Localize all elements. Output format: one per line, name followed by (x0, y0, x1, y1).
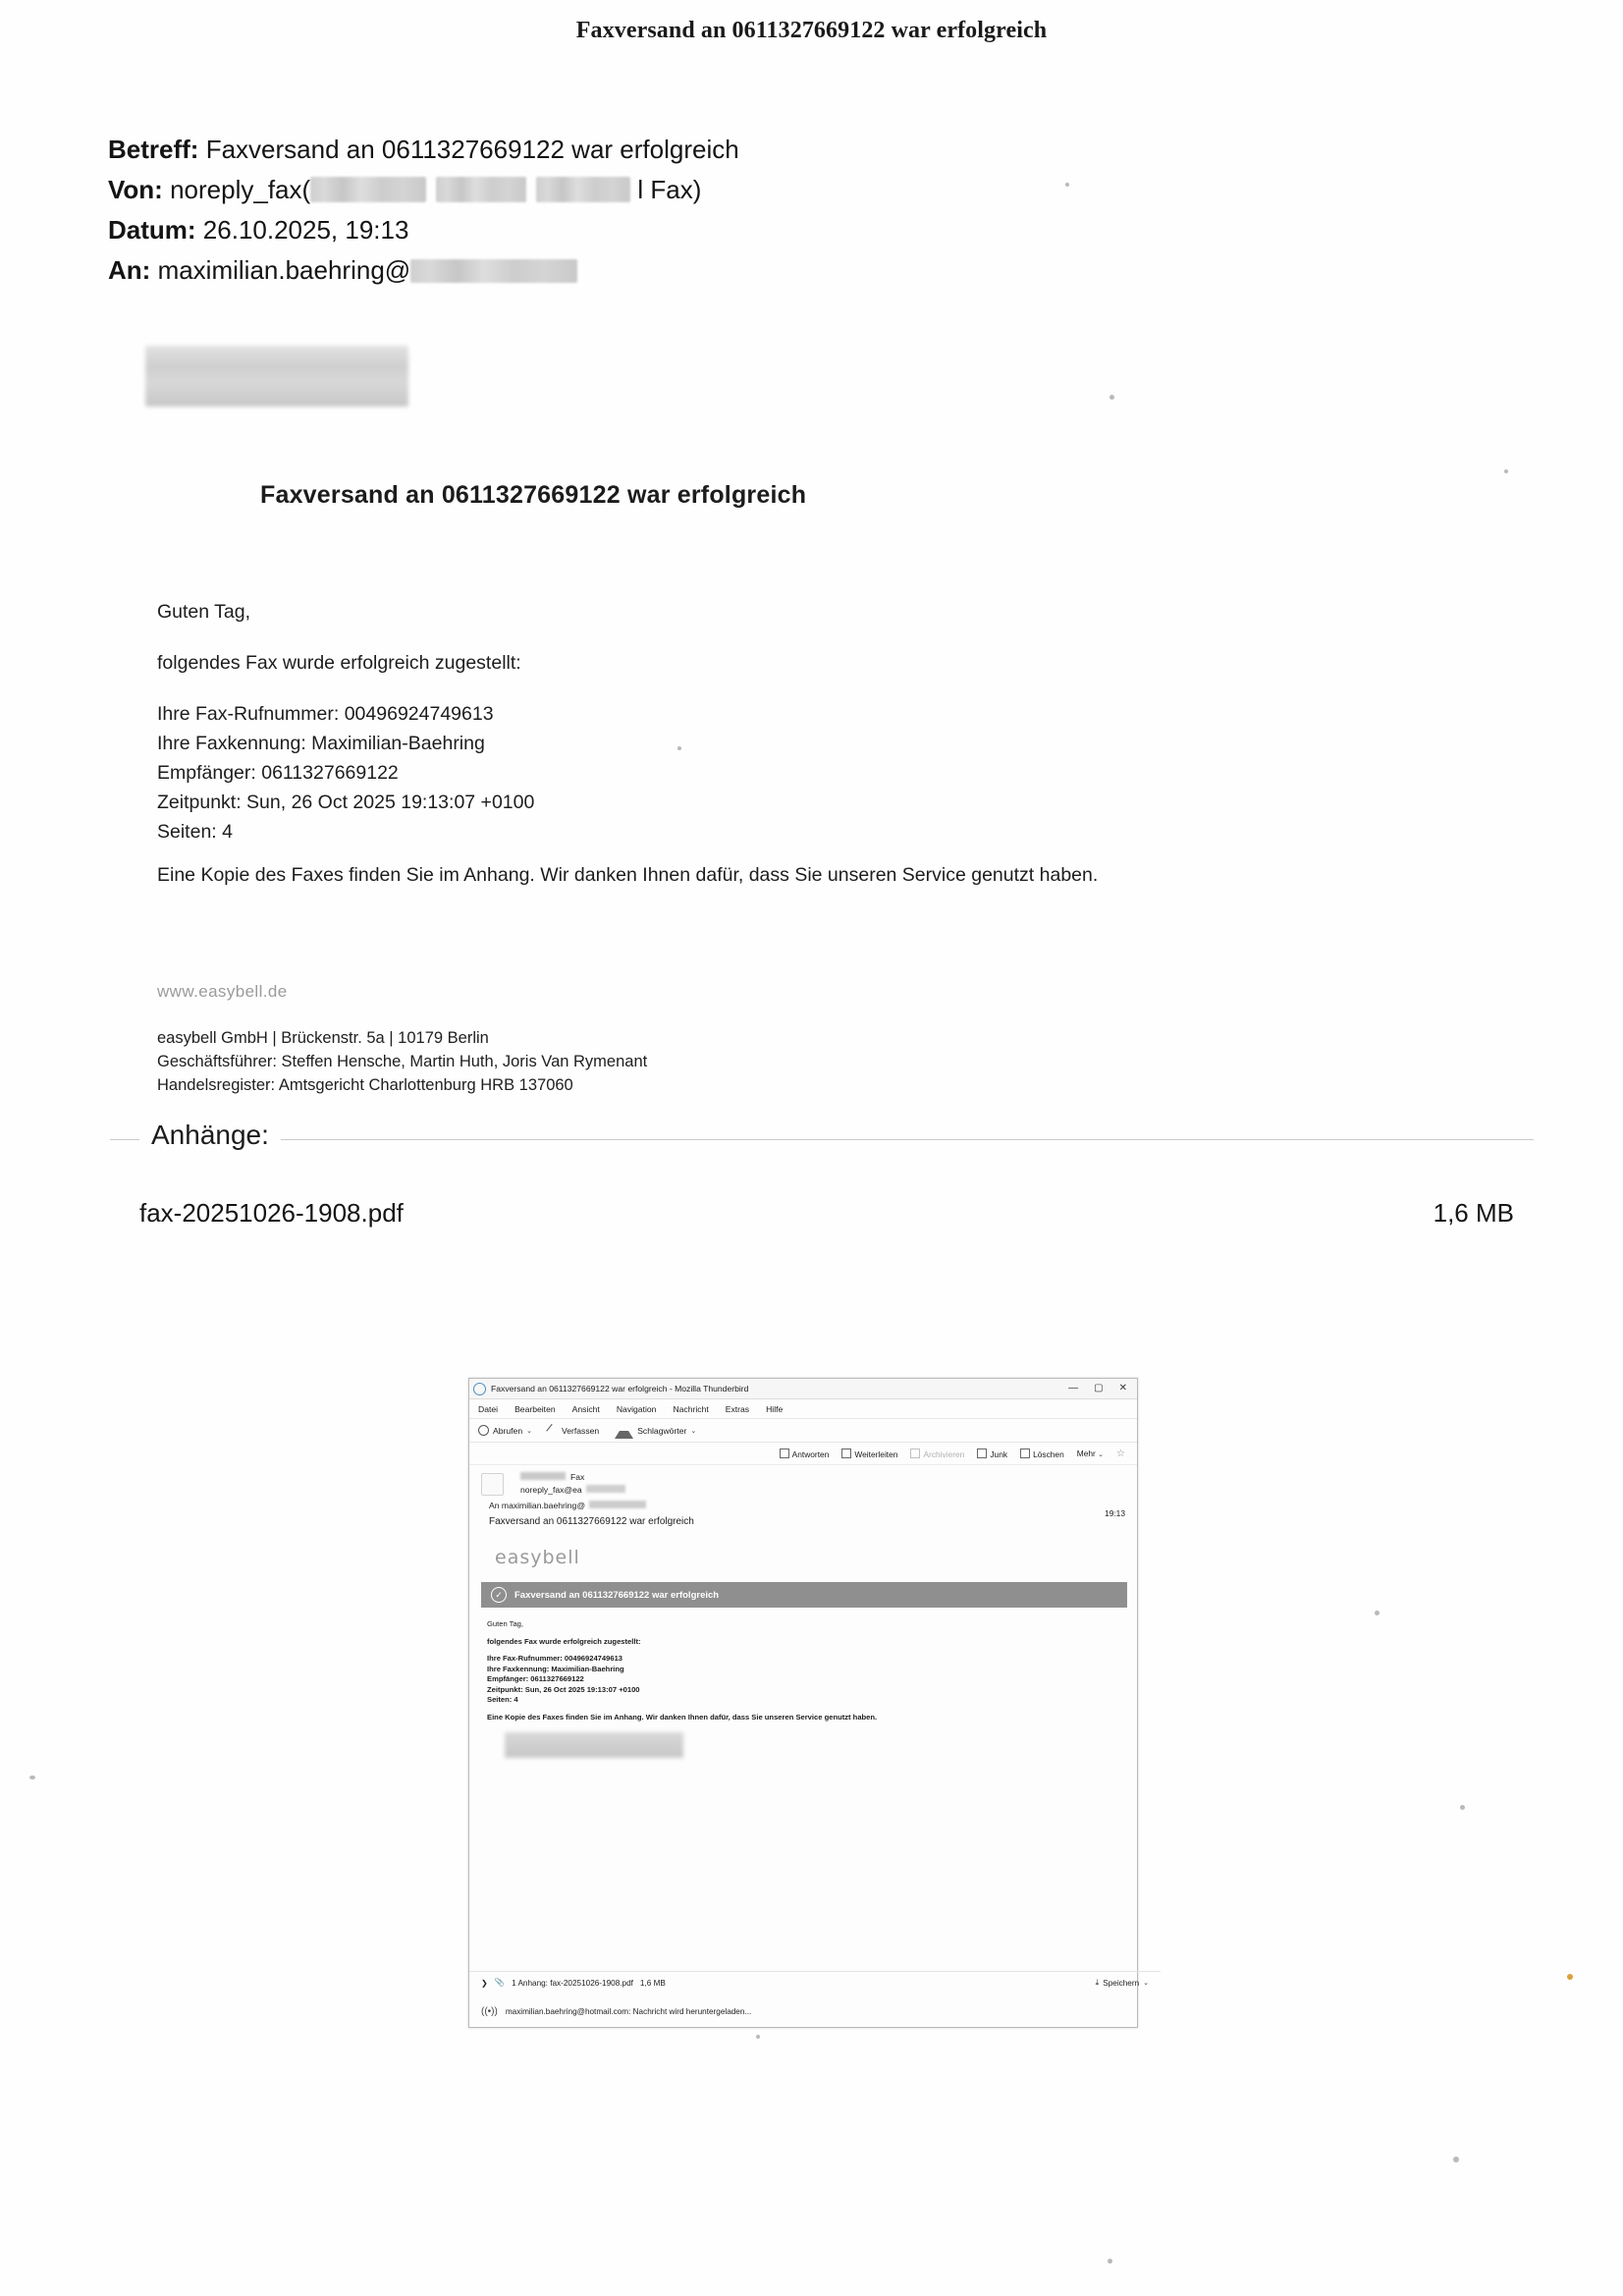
mail-detail-line: Ihre Fax-Rufnummer: 00496924749613 (157, 703, 494, 725)
star-icon[interactable]: ☆ (1116, 1448, 1125, 1459)
sender-line (520, 1471, 1127, 1484)
save-label: Speichern (1103, 1978, 1140, 1988)
subject-value: Faxversand an 0611327669122 war erfolgreich (205, 135, 739, 164)
legal-line: Handelsregister: Amtsgericht Charlottenburg HRB 137060 (157, 1076, 573, 1094)
redaction-sender (520, 1472, 566, 1480)
thunderbird-menubar (469, 1399, 1137, 1419)
chevron-down-icon[interactable]: ⌄ (1143, 1980, 1149, 1987)
archive-icon (910, 1449, 920, 1458)
thunderbird-screenshot (468, 1378, 1149, 2028)
attachments-section (110, 1120, 1534, 1228)
page-running-header: Faxversand an 0611327669122 war erfolgreich (575, 18, 1048, 43)
embedded-intro: folgendes Fax wurde erfolgreich zugestellt: (487, 1636, 641, 1646)
thunderbird-titlebar (469, 1379, 1137, 1399)
message-subject: Faxversand an 0611327669122 war erfolgreich (489, 1516, 694, 1527)
chevron-down-icon[interactable]: ⌄ (526, 1427, 532, 1435)
maximize-icon[interactable]: ▢ (1094, 1383, 1104, 1394)
scan-speck (1453, 2157, 1459, 2162)
avatar (481, 1473, 504, 1496)
attachment-row[interactable] (139, 1198, 1514, 1229)
scan-speck (1065, 183, 1069, 187)
reply-icon (780, 1449, 789, 1458)
mail-detail-line: Ihre Faxkennung: Maximilian-Baehring (157, 733, 485, 754)
header-row-to (108, 250, 1188, 291)
get-messages-label: Abrufen (493, 1425, 523, 1436)
legal-line: easybell GmbH | Brückenstr. 5a | 10179 Berlin (157, 1029, 489, 1047)
scan-speck (1460, 1805, 1465, 1810)
archive-button (910, 1449, 964, 1459)
message-header-pane (469, 1465, 1137, 1531)
to-value: maximilian.baehring@ (501, 1501, 586, 1510)
message-action-bar (469, 1443, 1137, 1465)
mail-greeting: Guten Tag, (157, 601, 251, 623)
legal-footer (157, 1026, 647, 1097)
sender-address: noreply_fax@ea (520, 1485, 582, 1495)
minimize-icon[interactable]: — (1068, 1383, 1079, 1394)
redaction-to (410, 259, 577, 283)
header-row-date (108, 210, 1188, 250)
status-text: maximilian.baehring@hotmail.com: Nachricht wird heruntergeladen... (505, 2006, 752, 2016)
attachments-divider (110, 1139, 1534, 1140)
save-attachment-button[interactable] (1096, 1978, 1149, 1988)
chevron-down-icon[interactable]: ⌄ (1098, 1451, 1105, 1458)
scan-speck (1567, 1974, 1573, 1980)
success-banner-text: Faxversand an 0611327669122 war erfolgreich (514, 1589, 720, 1601)
embedded-mail-body (487, 1619, 1123, 1758)
close-icon[interactable]: ✕ (1118, 1383, 1127, 1394)
menu-extras[interactable]: Extras (725, 1403, 750, 1414)
connection-icon: ((•)) (481, 2005, 498, 2017)
archive-label: Archivieren (923, 1449, 965, 1459)
success-banner (481, 1582, 1127, 1608)
thunderbird-window-title: Faxversand an 0611327669122 war erfolgreich - Mozilla Thunderbird (491, 1384, 749, 1394)
chevron-down-icon[interactable]: ⌄ (690, 1427, 697, 1435)
forward-label: Weiterleiten (854, 1449, 898, 1459)
header-row-from (108, 170, 1188, 210)
delete-label: Löschen (1033, 1449, 1064, 1459)
menu-nachricht[interactable]: Nachricht (673, 1403, 709, 1414)
redaction-recipient (589, 1501, 646, 1508)
redaction-logo-block (145, 346, 408, 407)
mail-intro: folgendes Fax wurde erfolgreich zugestellt: (157, 652, 521, 674)
scan-speck (677, 746, 681, 750)
embedded-detail-line: Zeitpunkt: Sun, 26 Oct 2025 19:13:07 +0100 (487, 1684, 640, 1694)
more-button[interactable] (1077, 1449, 1104, 1458)
date-label: Datum: (108, 215, 196, 245)
reply-label: Antworten (791, 1449, 830, 1459)
legal-line: Geschäftsführer: Steffen Hensche, Martin Huth, Joris Van Rymenant (157, 1053, 648, 1070)
forward-button[interactable] (841, 1449, 897, 1459)
trash-icon (1020, 1449, 1030, 1458)
message-sender (520, 1471, 1127, 1497)
mail-closing: Eine Kopie des Faxes finden Sie im Anhang. Wir danken Ihnen dafür, dass Sie unseren Service genutzt haben. (157, 864, 1099, 886)
junk-label: Junk (990, 1449, 1008, 1459)
message-recipient (489, 1501, 1127, 1510)
delete-button[interactable] (1020, 1449, 1064, 1459)
save-icon: ⤓ (1095, 1978, 1100, 1987)
scan-speck (756, 2035, 760, 2039)
reply-button[interactable] (780, 1449, 830, 1459)
more-label: Mehr (1076, 1449, 1096, 1458)
expander-icon[interactable]: ❯ (481, 1979, 488, 1988)
sender-address-line (520, 1484, 1127, 1497)
header-row-subject (108, 130, 1188, 170)
embedded-detail-line: Seiten: 4 (487, 1695, 518, 1704)
message-header-block (108, 130, 1188, 291)
tags-button[interactable] (615, 1422, 696, 1439)
compose-button[interactable] (548, 1426, 599, 1436)
scan-speck (1108, 2259, 1112, 2264)
scan-speck (1504, 469, 1508, 473)
easybell-website-link[interactable]: www.easybell.de (157, 982, 288, 1001)
embedded-detail-line: Empfänger: 0611327669122 (487, 1674, 584, 1683)
embedded-greeting: Guten Tag, (487, 1619, 524, 1628)
attachment-file-name[interactable]: fax-20251026-1908.pdf (139, 1198, 404, 1228)
junk-icon (977, 1449, 987, 1458)
embedded-detail-line: Ihre Fax-Rufnummer: 00496924749613 (487, 1654, 623, 1663)
mail-title: Faxversand an 0611327669122 war erfolgreich (260, 481, 807, 509)
embedded-detail-line: Ihre Faxkennung: Maximilian-Baehring (487, 1664, 624, 1673)
to-label: An: (108, 255, 151, 285)
redaction-from-2 (436, 177, 526, 202)
menu-hilfe[interactable]: Hilfe (766, 1403, 784, 1414)
redaction-from-3 (536, 177, 630, 202)
window-controls (1068, 1384, 1133, 1394)
get-messages-button[interactable] (478, 1425, 532, 1436)
mail-body (157, 597, 1168, 911)
mail-detail-line: Seiten: 4 (157, 821, 233, 843)
subject-label: Betreff: (108, 135, 199, 164)
mail-detail-line: Zeitpunkt: Sun, 26 Oct 2025 19:13:07 +0100 (157, 792, 535, 813)
from-value-suffix: l Fax) (637, 175, 702, 204)
easybell-logo: easybell (495, 1547, 580, 1568)
redaction-signature-block (505, 1732, 683, 1758)
sender-name: Fax (570, 1472, 585, 1482)
check-circle-icon: ✓ (491, 1587, 507, 1603)
from-label: Von: (108, 175, 163, 204)
forward-icon (841, 1449, 851, 1458)
download-icon (478, 1425, 489, 1436)
scan-speck (1109, 395, 1114, 400)
from-value: noreply_fax( (170, 175, 311, 204)
thunderbird-toolbar (469, 1419, 1137, 1443)
mail-detail-line: Empfänger: 0611327669122 (157, 762, 399, 784)
embedded-closing: Eine Kopie des Faxes finden Sie im Anhang. Wir danken Ihnen dafür, dass Sie unseren Service genutzt haben. (487, 1712, 878, 1722)
redaction-sender-domain (586, 1485, 625, 1493)
attachment-bar[interactable] (469, 1971, 1161, 1994)
menu-datei[interactable]: Datei (478, 1403, 499, 1414)
date-value: 26.10.2025, 19:13 (202, 215, 409, 245)
message-time: 19:13 (1105, 1508, 1125, 1518)
paperclip-icon: 📎 (494, 1978, 506, 1987)
attachment-bar-label: 1 Anhang: fax-20251026-1908.pdf (512, 1978, 633, 1988)
pencil-icon (546, 1424, 559, 1437)
scan-speck (1375, 1611, 1380, 1615)
thunderbird-app-icon (473, 1383, 486, 1395)
menu-bearbeiten[interactable]: Bearbeiten (514, 1403, 556, 1414)
tags-label: Schlagwörter (637, 1425, 687, 1436)
tag-icon (615, 1422, 633, 1439)
to-value: maximilian.baehring@ (157, 255, 411, 285)
attachment-file-size: 1,6 MB (1433, 1198, 1514, 1228)
menu-navigation[interactable]: Navigation (616, 1403, 657, 1414)
scan-speck (29, 1776, 35, 1779)
redaction-from-1 (310, 177, 426, 202)
attachment-bar-size: 1,6 MB (639, 1978, 666, 1988)
junk-button[interactable] (977, 1449, 1007, 1459)
status-bar (469, 2001, 1161, 2021)
attachments-legend: Anhänge: (139, 1120, 281, 1151)
compose-label: Verfassen (561, 1425, 600, 1436)
menu-ansicht[interactable]: Ansicht (571, 1403, 600, 1414)
to-label: An (489, 1501, 500, 1510)
